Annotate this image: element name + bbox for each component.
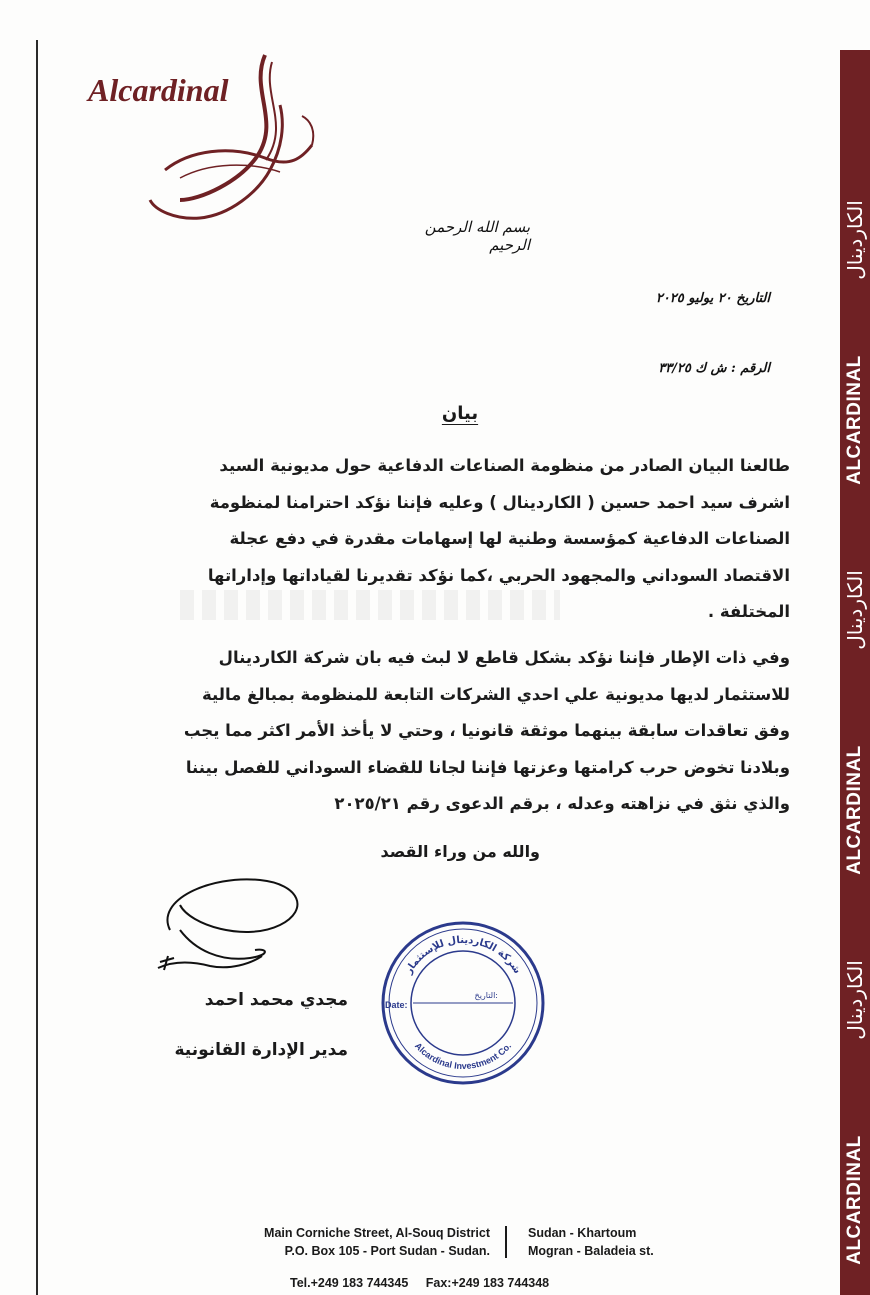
footer-address bbox=[215, 1224, 490, 1260]
company-logo bbox=[80, 50, 330, 230]
footer-fax: Fax:+249 183 744348 bbox=[425, 1276, 550, 1290]
letter-footer bbox=[215, 1224, 695, 1294]
stamp-bottom-arc: Alcardinal Investment Co. bbox=[412, 1040, 514, 1072]
side-band-arabic-1: الكاردينال bbox=[843, 200, 867, 280]
footer-address-line-2: P.O. Box 105 - Port Sudan - Sudan. bbox=[284, 1244, 490, 1258]
letter-paragraph-2: وفي ذات الإطار فإننا نؤكد بشكل قاطع لا لبث فيه بان شركة الكاردينال للاستثمار لديها مديونية علي احدي الشركات التابعة للمنظومة بمبالغ مالية وفق تعاقدات سابقة بينهما موثقة قانونيا ، وحتي لا يأخذ الأمر اكثر مما يجب وبلادنا تخوض حرب كرامتها وعزتها فإننا لجانا للقضاء السوداني للفصل بيننا والذي نثق في نزاهته وعدله ، برقم الدعوى رقم ٢٠٢٥/٢١ bbox=[183, 648, 790, 813]
stamp-top-arc: شركة الكاردينال للإستثمار bbox=[403, 934, 523, 976]
svg-text:Alcardinal Investment Co. bbox=[413, 1041, 513, 1071]
signatory-title: مدير الإدارة القانونية bbox=[174, 1040, 348, 1060]
logo-wordmark: Alcardinal bbox=[88, 72, 229, 108]
handwritten-signature bbox=[150, 870, 350, 990]
letter-closing: والله من وراء القصد bbox=[380, 842, 540, 861]
svg-text:شركة الكاردينال للإستثمار bbox=[403, 935, 523, 977]
letter-reference: الرقم : ش ك ٣٣/٢٥ bbox=[658, 361, 770, 376]
footer-address-line-1: Main Corniche Street, Al-Souq District bbox=[264, 1226, 490, 1240]
stamp-date-label-ar: التاريخ: bbox=[474, 991, 498, 1000]
letter-paragraph-1: طالعنا البيان الصادر من منظومة الصناعات الدفاعية حول مديونية السيد اشرف سيد احمد حسين ( الكاردينال ) وعليه فإننا نؤكد احترامنا لمنظومة الصناعات الدفاعية كمؤسسة وطنية لها إسهامات مقدرة في دفع عجلة الاقتصاد السوداني والمجهود الحربي ،كما نؤكد تقديرنا لقياداتها وإداراتها المختلفة . bbox=[207, 456, 790, 621]
side-band-arabic-2: الكاردينال bbox=[843, 570, 867, 650]
footer-city bbox=[528, 1224, 698, 1260]
side-band-latin-1: ALCARDINAL bbox=[844, 355, 865, 485]
letter-date: التاريخ ٢٠ يوليو ٢٠٢٥ bbox=[655, 291, 770, 306]
basmala: بسم الله الرحمن الرحيم bbox=[424, 218, 530, 254]
footer-city-line-1: Sudan - Khartoum bbox=[528, 1226, 637, 1240]
left-margin-rule bbox=[36, 40, 38, 1295]
footer-city-line-2: Mogran - Baladeia st. bbox=[528, 1244, 654, 1258]
side-band-latin-2: ALCARDINAL bbox=[844, 745, 865, 875]
footer-tel: Tel.+249 183 744345 bbox=[290, 1276, 409, 1290]
footer-divider bbox=[505, 1226, 507, 1258]
side-band-arabic-3: الكاردينال bbox=[843, 960, 867, 1040]
stamp-date-label: Date: bbox=[385, 1000, 408, 1010]
letter-title: بيان bbox=[441, 403, 479, 424]
brand-side-band bbox=[840, 50, 870, 1295]
side-band-latin-3: ALCARDINAL bbox=[844, 1135, 865, 1265]
footer-contacts bbox=[290, 1276, 650, 1290]
signatory-name: مجدي محمد احمد bbox=[204, 990, 348, 1010]
